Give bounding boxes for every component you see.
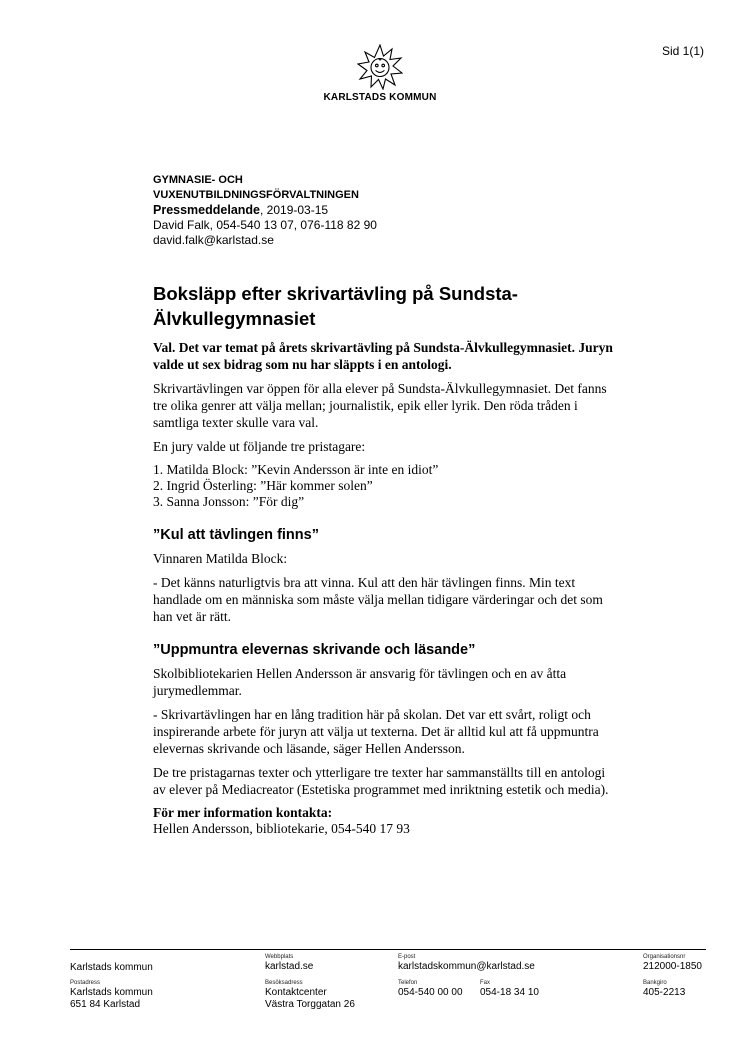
sun-logo-icon bbox=[357, 44, 403, 90]
list-item: 2. Ingrid Österling: ”Här kommer solen” bbox=[153, 478, 373, 493]
paragraph-librarian-quote: - Skrivartävlingen har en lång tradition här på skolan. Det var ett svårt, roligt och inspirerande arbete för juryn att välja ut texterna. Det är alltid kul att få uppmuntra elevernas skrivande och läsande, säger Hellen Andersson. bbox=[153, 707, 599, 756]
footer-divider bbox=[70, 949, 706, 950]
sender-block bbox=[153, 173, 377, 248]
paragraph-winner-quote: - Det känns naturligtvis bra att vinna. Kul att den här tävlingen finns. Min text handlade om en människa som måste välja mellan tidigare värderingar och det som han vet är rätt. bbox=[153, 575, 603, 624]
press-release-label: Pressmeddelande bbox=[153, 203, 260, 217]
footer-org-name: Karlstads kommun bbox=[70, 962, 153, 973]
footer-bankgiro bbox=[643, 980, 685, 999]
footer-orgnr-value: 212000-1850 bbox=[643, 961, 702, 972]
subheading-winner: ”Kul att tävlingen finns” bbox=[153, 527, 319, 543]
paragraph-jury: En jury valde ut följande tre pristagare: bbox=[153, 439, 366, 454]
article bbox=[153, 281, 613, 837]
footer-visit-label: Besöksadress bbox=[265, 980, 303, 986]
paragraph-winner-intro: Vinnaren Matilda Block: bbox=[153, 551, 288, 566]
paragraph-librarian: Skolbibliotekarien Hellen Andersson är ansvarig för tävlingen och en av åtta jurymedlemmar. bbox=[153, 666, 567, 698]
footer-postal-line2: 651 84 Karlstad bbox=[70, 998, 141, 1010]
press-release-date: , 2019-03-15 bbox=[260, 203, 329, 217]
footer-web-link[interactable]: karlstad.se bbox=[265, 961, 314, 972]
list-item: 1. Matilda Block: ”Kevin Andersson är inte en idiot” bbox=[153, 462, 439, 477]
footer-visit-line1: Kontaktcenter bbox=[265, 987, 327, 998]
org-name-line1: GYMNASIE- OCH bbox=[153, 174, 243, 186]
press-release-line bbox=[153, 203, 377, 218]
footer-bankgiro-label: Bankgiro bbox=[643, 980, 667, 986]
footer-postal-line1: Karlstads kommun bbox=[70, 987, 153, 998]
footer-orgnr-label: Organisationsnr bbox=[643, 954, 686, 960]
article-title bbox=[153, 281, 613, 331]
footer-fax-label: Fax bbox=[480, 980, 491, 986]
footer-web bbox=[265, 954, 313, 973]
winners-list bbox=[153, 462, 613, 510]
page-number: Sid 1(1) bbox=[661, 44, 704, 58]
logo-text: KARLSTADS KOMMUN bbox=[323, 92, 437, 103]
contact-heading: För mer information kontakta: bbox=[153, 805, 333, 820]
list-item: 3. Sanna Jonsson: ”För dig” bbox=[153, 494, 305, 509]
footer-visit bbox=[265, 980, 355, 1010]
footer-phone-value: 054-540 00 00 bbox=[398, 987, 463, 998]
sender-contact: David Falk, 054-540 13 07, 076-118 82 90 bbox=[153, 218, 377, 232]
footer-postal bbox=[70, 980, 153, 1010]
contact-line: Hellen Andersson, bibliotekarie, 054-540 17 93 bbox=[153, 821, 410, 836]
title-line1: Boksläpp efter skrivartävling på Sundsta- bbox=[153, 283, 518, 304]
footer-email bbox=[398, 954, 535, 973]
lead-paragraph: Val. Det var temat på årets skrivartävling på Sundsta-Älvkullegymnasiet. Juryn valde ut sex bidrag som nu har släppts i en antologi. bbox=[153, 340, 613, 372]
footer-email-label: E-post bbox=[398, 954, 416, 960]
karlstad-logo bbox=[320, 44, 440, 103]
footer-visit-line2: Västra Torggatan 26 bbox=[265, 998, 355, 1010]
footer-phone bbox=[398, 980, 463, 999]
footer-phone-label: Telefon bbox=[398, 980, 418, 986]
footer-orgnr bbox=[643, 954, 702, 973]
footer-fax bbox=[480, 980, 539, 999]
org-name-line2: VUXENUTBILDNINGSFÖRVALTNINGEN bbox=[153, 189, 359, 201]
sender-email: david.falk@karlstad.se bbox=[153, 233, 274, 247]
paragraph-anthology: De tre pristagarnas texter och ytterligare tre texter har sammanställts till en antologi av elever på Mediacreator (Estetiska programmet med inriktning estetik och media). bbox=[153, 765, 609, 797]
footer-fax-value: 054-18 34 10 bbox=[480, 987, 539, 998]
footer-email-link[interactable]: karlstadskommun@karlstad.se bbox=[398, 961, 535, 972]
paragraph-competition: Skrivartävlingen var öppen för alla elever på Sundsta-Älvkullegymnasiet. Det fanns tre olika genrer att välja mellan; journalistik, epik eller lyrik. Den röda tråden i samtliga texter skulle vara val. bbox=[153, 381, 607, 430]
title-line2: Älvkullegymnasiet bbox=[153, 308, 316, 329]
footer-postal-label: Postadress bbox=[70, 980, 101, 986]
footer-bankgiro-value: 405-2213 bbox=[643, 987, 686, 998]
footer-org bbox=[70, 962, 153, 974]
footer-web-label: Webbplats bbox=[265, 954, 294, 960]
subheading-encourage: ”Uppmuntra elevernas skrivande och läsande” bbox=[153, 642, 476, 658]
